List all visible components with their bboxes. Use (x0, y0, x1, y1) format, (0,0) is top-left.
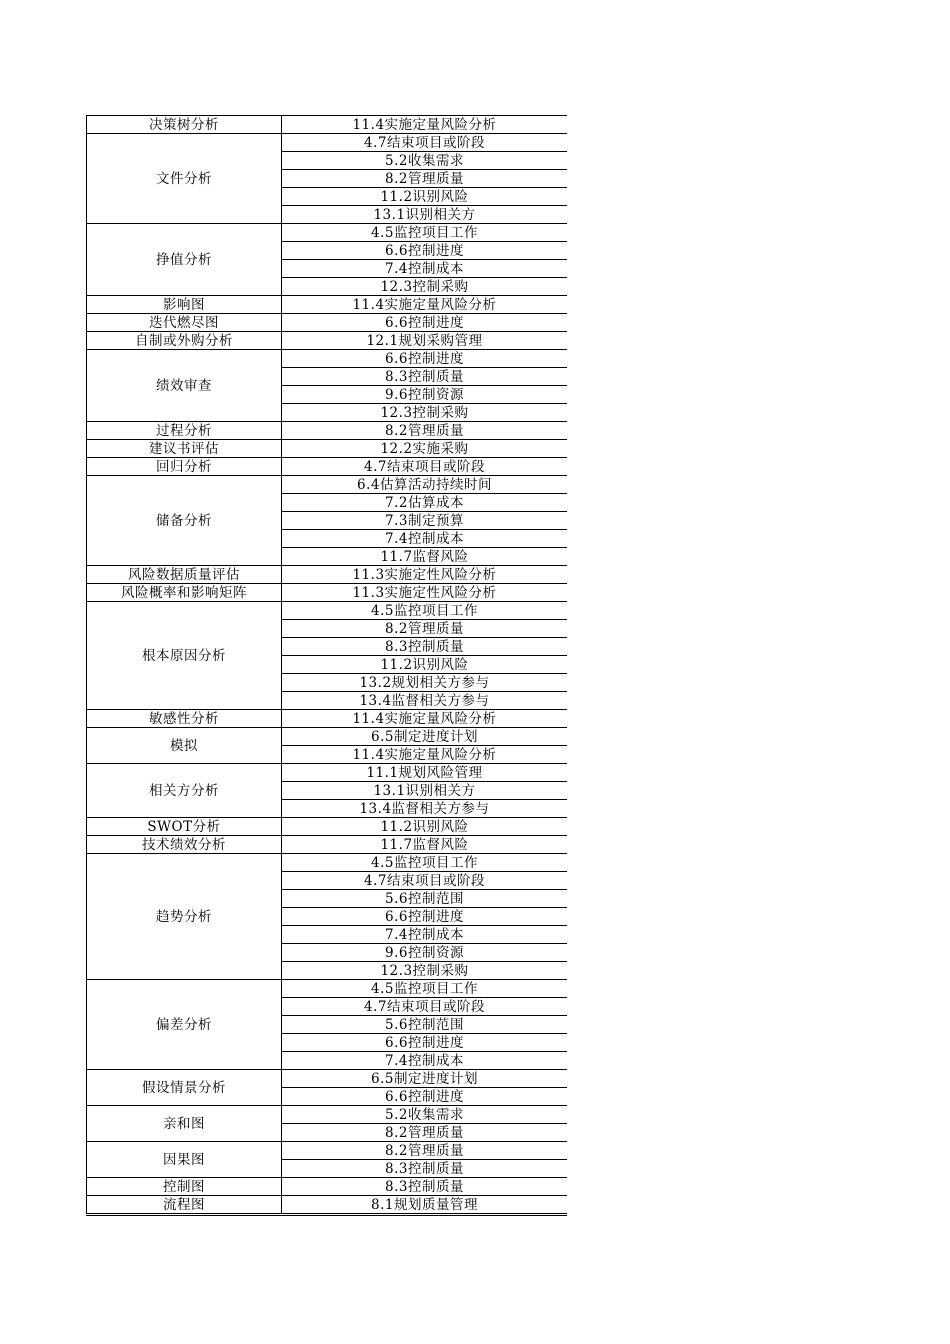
process-cell[interactable]: 8.2管理质量 (282, 170, 568, 188)
tool-process-table (86, 115, 567, 1214)
process-cell[interactable]: 4.5监控项目工作 (282, 602, 568, 620)
process-cell[interactable]: 4.7结束项目或阶段 (282, 458, 568, 476)
process-cell[interactable]: 5.2收集需求 (282, 1106, 568, 1124)
tool-cell[interactable]: SWOT分析 (87, 818, 282, 836)
table-row (87, 440, 568, 458)
process-cell[interactable]: 11.7监督风险 (282, 548, 568, 566)
table-row (87, 350, 568, 368)
table-row (87, 1070, 568, 1088)
process-cell[interactable]: 8.3控制质量 (282, 1160, 568, 1178)
process-cell[interactable]: 13.4监督相关方参与 (282, 692, 568, 710)
tool-cell[interactable]: 文件分析 (87, 134, 282, 224)
tool-cell[interactable]: 风险数据质量评估 (87, 566, 282, 584)
process-cell[interactable]: 4.7结束项目或阶段 (282, 872, 568, 890)
process-cell[interactable]: 11.2识别风险 (282, 818, 568, 836)
process-cell[interactable]: 12.3控制采购 (282, 404, 568, 422)
table-row (87, 332, 568, 350)
process-cell[interactable]: 8.2管理质量 (282, 1142, 568, 1160)
table-row (87, 602, 568, 620)
process-cell[interactable]: 11.4实施定量风险分析 (282, 746, 568, 764)
process-cell[interactable]: 6.6控制进度 (282, 1088, 568, 1106)
process-cell[interactable]: 9.6控制资源 (282, 386, 568, 404)
tool-cell[interactable]: 回归分析 (87, 458, 282, 476)
process-cell[interactable]: 5.6控制范围 (282, 890, 568, 908)
table-row (87, 224, 568, 242)
table-row (87, 836, 568, 854)
process-cell[interactable]: 7.4控制成本 (282, 926, 568, 944)
table-row (87, 584, 568, 602)
process-cell[interactable]: 6.4估算活动持续时间 (282, 476, 568, 494)
process-cell[interactable]: 8.3控制质量 (282, 1178, 568, 1196)
table-row (87, 1178, 568, 1196)
process-cell[interactable]: 12.3控制采购 (282, 278, 568, 296)
tool-cell[interactable]: 影响图 (87, 296, 282, 314)
table-body (87, 116, 568, 1214)
table-row (87, 458, 568, 476)
process-cell[interactable]: 7.4控制成本 (282, 530, 568, 548)
tool-cell[interactable]: 绩效审查 (87, 350, 282, 422)
process-cell[interactable]: 13.1识别相关方 (282, 206, 568, 224)
tool-cell[interactable]: 偏差分析 (87, 980, 282, 1070)
process-cell[interactable]: 11.1规划风险管理 (282, 764, 568, 782)
process-cell[interactable]: 11.4实施定量风险分析 (282, 116, 568, 134)
table-row (87, 296, 568, 314)
process-cell[interactable]: 5.2收集需求 (282, 152, 568, 170)
process-cell[interactable]: 11.7监督风险 (282, 836, 568, 854)
process-cell[interactable]: 9.6控制资源 (282, 944, 568, 962)
tool-cell[interactable]: 建议书评估 (87, 440, 282, 458)
tool-cell[interactable]: 过程分析 (87, 422, 282, 440)
process-cell[interactable]: 4.5监控项目工作 (282, 854, 568, 872)
tool-cell[interactable]: 根本原因分析 (87, 602, 282, 710)
process-cell[interactable]: 4.5监控项目工作 (282, 980, 568, 998)
process-cell[interactable]: 4.7结束项目或阶段 (282, 134, 568, 152)
process-cell[interactable]: 7.4控制成本 (282, 1052, 568, 1070)
process-cell[interactable]: 6.6控制进度 (282, 908, 568, 926)
tool-cell[interactable]: 模拟 (87, 728, 282, 764)
process-cell[interactable]: 11.3实施定性风险分析 (282, 584, 568, 602)
table-row (87, 422, 568, 440)
process-cell[interactable]: 6.5制定进度计划 (282, 1070, 568, 1088)
table-row (87, 710, 568, 728)
process-cell[interactable]: 7.3制定预算 (282, 512, 568, 530)
process-cell[interactable]: 11.4实施定量风险分析 (282, 296, 568, 314)
tool-cell[interactable]: 相关方分析 (87, 764, 282, 818)
process-cell[interactable]: 11.2识别风险 (282, 656, 568, 674)
table-row (87, 854, 568, 872)
process-cell[interactable]: 8.2管理质量 (282, 1124, 568, 1142)
process-cell[interactable]: 13.2规划相关方参与 (282, 674, 568, 692)
process-cell[interactable]: 4.5监控项目工作 (282, 224, 568, 242)
table-row (87, 134, 568, 152)
process-cell[interactable]: 6.6控制进度 (282, 1034, 568, 1052)
tool-cell[interactable]: 风险概率和影响矩阵 (87, 584, 282, 602)
process-cell[interactable]: 8.3控制质量 (282, 638, 568, 656)
tool-cell[interactable]: 敏感性分析 (87, 710, 282, 728)
process-cell[interactable]: 12.3控制采购 (282, 962, 568, 980)
tool-cell[interactable]: 假设情景分析 (87, 1070, 282, 1106)
table-row (87, 566, 568, 584)
tool-cell[interactable]: 趋势分析 (87, 854, 282, 980)
process-cell[interactable]: 8.2管理质量 (282, 422, 568, 440)
process-cell[interactable]: 12.1规划采购管理 (282, 332, 568, 350)
process-cell[interactable]: 12.2实施采购 (282, 440, 568, 458)
tool-cell[interactable]: 储备分析 (87, 476, 282, 566)
table-row (87, 1142, 568, 1160)
process-cell[interactable]: 11.3实施定性风险分析 (282, 566, 568, 584)
table-row (87, 314, 568, 332)
process-cell[interactable]: 8.1规划质量管理 (282, 1196, 568, 1214)
table-row (87, 728, 568, 746)
tool-cell[interactable]: 因果图 (87, 1142, 282, 1178)
table-row (87, 818, 568, 836)
process-cell[interactable]: 13.4监督相关方参与 (282, 800, 568, 818)
process-cell[interactable]: 11.4实施定量风险分析 (282, 710, 568, 728)
tool-cell[interactable]: 自制或外购分析 (87, 332, 282, 350)
tool-cell[interactable]: 技术绩效分析 (87, 836, 282, 854)
table-row (87, 1106, 568, 1124)
tool-cell[interactable]: 决策树分析 (87, 116, 282, 134)
table-row (87, 116, 568, 134)
process-cell[interactable]: 6.6控制进度 (282, 314, 568, 332)
spreadsheet-table (86, 115, 567, 1216)
tool-cell[interactable]: 迭代燃尽图 (87, 314, 282, 332)
tool-cell[interactable]: 流程图 (87, 1196, 282, 1214)
process-cell[interactable]: 7.4控制成本 (282, 260, 568, 278)
table-row (87, 1196, 568, 1214)
process-cell[interactable]: 13.1识别相关方 (282, 782, 568, 800)
process-cell[interactable]: 4.7结束项目或阶段 (282, 998, 568, 1016)
process-cell[interactable]: 5.6控制范围 (282, 1016, 568, 1034)
table-row (87, 476, 568, 494)
process-cell[interactable]: 6.5制定进度计划 (282, 728, 568, 746)
tool-cell[interactable]: 控制图 (87, 1178, 282, 1196)
process-cell[interactable]: 8.3控制质量 (282, 368, 568, 386)
tool-cell[interactable]: 挣值分析 (87, 224, 282, 296)
table-row (87, 980, 568, 998)
tool-cell[interactable]: 亲和图 (87, 1106, 282, 1142)
process-cell[interactable]: 6.6控制进度 (282, 242, 568, 260)
process-cell[interactable]: 8.2管理质量 (282, 620, 568, 638)
process-cell[interactable]: 7.2估算成本 (282, 494, 568, 512)
process-cell[interactable]: 11.2识别风险 (282, 188, 568, 206)
table-row (87, 764, 568, 782)
process-cell[interactable]: 6.6控制进度 (282, 350, 568, 368)
